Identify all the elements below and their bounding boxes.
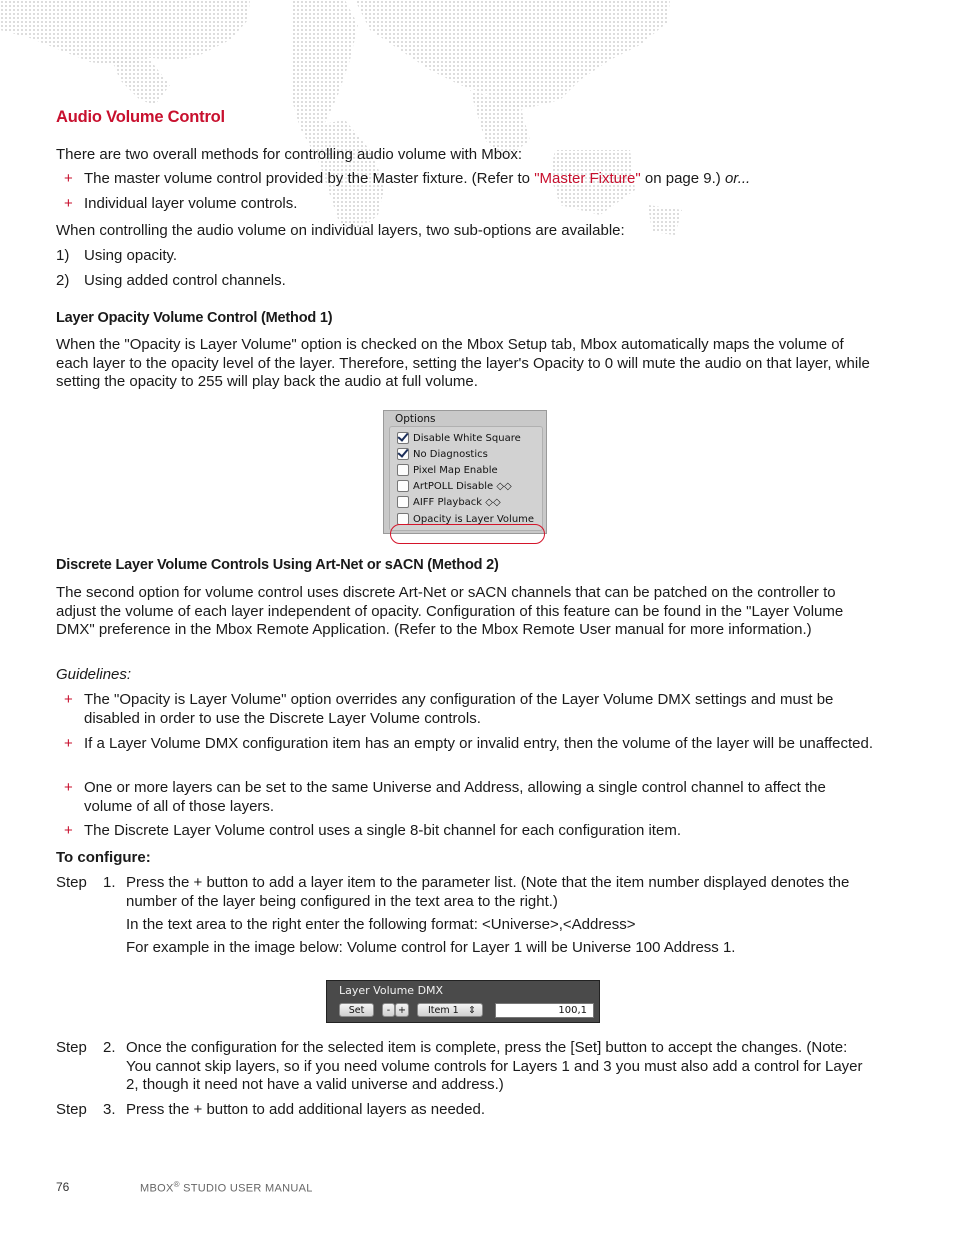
page-number: 76 xyxy=(56,1180,70,1194)
list-item: + The Discrete Layer Volume control uses a single 8-bit channel for each configuration item. xyxy=(64,822,681,839)
dmx-panel-title: Layer Volume DMX xyxy=(339,984,444,997)
plus-bullet-icon: + xyxy=(64,691,73,708)
list-item: + Individual layer volume controls. xyxy=(64,195,298,212)
set-button[interactable]: Set xyxy=(339,1003,374,1017)
options-legend: Options xyxy=(395,413,436,425)
plus-bullet-icon: + xyxy=(64,170,73,187)
method1-body: When the "Opacity is Layer Volume" option is checked on the Mbox Setup tab, Mbox automatically maps the volume of each layer to the opacity level of the layer. Therefore, setting the layer's Opacity to 0 will mute the audio on that layer, while setting the opacity to 255 will play back the audio at full volume. xyxy=(56,336,870,390)
plus-bullet-icon: + xyxy=(64,735,73,752)
add-item-button[interactable]: + xyxy=(395,1003,409,1017)
universe-address-input[interactable]: 100,1 xyxy=(495,1003,594,1018)
step-text-extra: For example in the image below: Volume control for Layer 1 will be Universe 100 Address 1. xyxy=(126,939,736,956)
step-label: Step xyxy=(56,874,87,891)
options-panel xyxy=(383,410,547,534)
method2-heading: Discrete Layer Volume Controls Using Art-Net or sACN (Method 2) xyxy=(56,557,499,573)
numbered-item-text: Using added control channels. xyxy=(84,272,286,289)
item-select[interactable]: Item 1 ⇕ xyxy=(417,1003,483,1017)
step-label: Step xyxy=(56,1101,87,1118)
option-pixel-map-enable[interactable]: Pixel Map Enable xyxy=(397,463,498,477)
method1-heading: Layer Opacity Volume Control (Method 1) xyxy=(56,310,333,326)
numbered-item-number: 2) xyxy=(56,272,70,289)
numbered-item-number: 1) xyxy=(56,247,70,264)
checkbox-checked-icon[interactable] xyxy=(397,432,409,444)
sub-intro-text: When controlling the audio volume on individual layers, two sub-options are available: xyxy=(56,222,625,239)
section-heading: Audio Volume Control xyxy=(56,108,225,126)
step-number: 2. xyxy=(103,1039,116,1056)
guidelines-label: Guidelines: xyxy=(56,666,132,683)
option-no-diagnostics[interactable]: No Diagnostics xyxy=(397,447,488,461)
plus-bullet-icon: + xyxy=(64,779,73,796)
option-disable-white-square[interactable]: Disable White Square xyxy=(397,431,521,445)
option-artpoll-disable[interactable]: ArtPOLL Disable ◇◇ xyxy=(397,479,512,493)
chevron-updown-icon: ⇕ xyxy=(468,1004,476,1016)
list-item: + The master volume control provided by the Master fixture. (Refer to "Master Fixture" on page 9.) or... xyxy=(64,170,751,187)
checkbox-unchecked-icon[interactable] xyxy=(397,496,409,508)
option-aiff-playback[interactable]: AIFF Playback ◇◇ xyxy=(397,495,501,509)
method2-body: The second option for volume control uses discrete Art-Net or sACN channels that can be patched on the controller to adjust the volume of each layer independent of opacity. Configuration of this feature can be found in the "Layer Volume DMX" preference in the Mbox Remote Application. (Refer to the Mbox Remote User manual for more information.) xyxy=(56,584,844,638)
intro-text: There are two overall methods for controlling audio volume with Mbox: xyxy=(56,146,523,163)
checkbox-unchecked-icon[interactable] xyxy=(397,464,409,476)
option-opacity-is-layer-volume[interactable]: Opacity is Layer Volume xyxy=(397,512,534,526)
manual-title: MBOX® STUDIO USER MANUAL xyxy=(140,1180,313,1195)
step-label: Step xyxy=(56,1039,87,1056)
step-number: 1. xyxy=(103,874,116,891)
remove-item-button[interactable]: - xyxy=(382,1003,395,1017)
plus-bullet-icon: + xyxy=(64,195,73,212)
master-fixture-link[interactable]: "Master Fixture" xyxy=(534,170,641,187)
list-item: + If a Layer Volume DMX configuration item has an empty or invalid entry, then the volume of the layer will be unaffected. xyxy=(64,735,874,752)
step-number: 3. xyxy=(103,1101,116,1118)
list-item: + One or more layers can be set to the same Universe and Address, allowing a single control channel to affect the volume of all of those layers. xyxy=(64,779,826,815)
layer-volume-dmx-panel xyxy=(326,980,600,1023)
step-text: Press the + button to add additional layers as needed. xyxy=(126,1101,485,1118)
plus-bullet-icon: + xyxy=(64,822,73,839)
step-text: Once the configuration for the selected item is complete, press the [Set] button to accept the changes. (Note: You cannot skip layers, so if you need volume controls for Layers 1 and 3 you must also add a control for Layer 2, though it need not have a valid universe and address.) xyxy=(126,1039,863,1093)
highlight-ellipse xyxy=(390,524,545,544)
step-text: Press the + button to add a layer item to the parameter list. (Note that the item number displayed denotes the number of the layer being configured in the text area to the right.) xyxy=(126,874,850,910)
checkbox-checked-icon[interactable] xyxy=(397,448,409,460)
options-group xyxy=(389,426,543,531)
step-text-extra: In the text area to the right enter the following format: <Universe>,<Address> xyxy=(126,916,636,933)
numbered-item-text: Using opacity. xyxy=(84,247,178,264)
configure-label: To configure: xyxy=(56,849,151,866)
list-item: + The "Opacity is Layer Volume" option overrides any configuration of the Layer Volume DMX settings and must be disabled in order to use the Discrete Layer Volume controls. xyxy=(64,691,834,727)
checkbox-unchecked-icon[interactable] xyxy=(397,480,409,492)
